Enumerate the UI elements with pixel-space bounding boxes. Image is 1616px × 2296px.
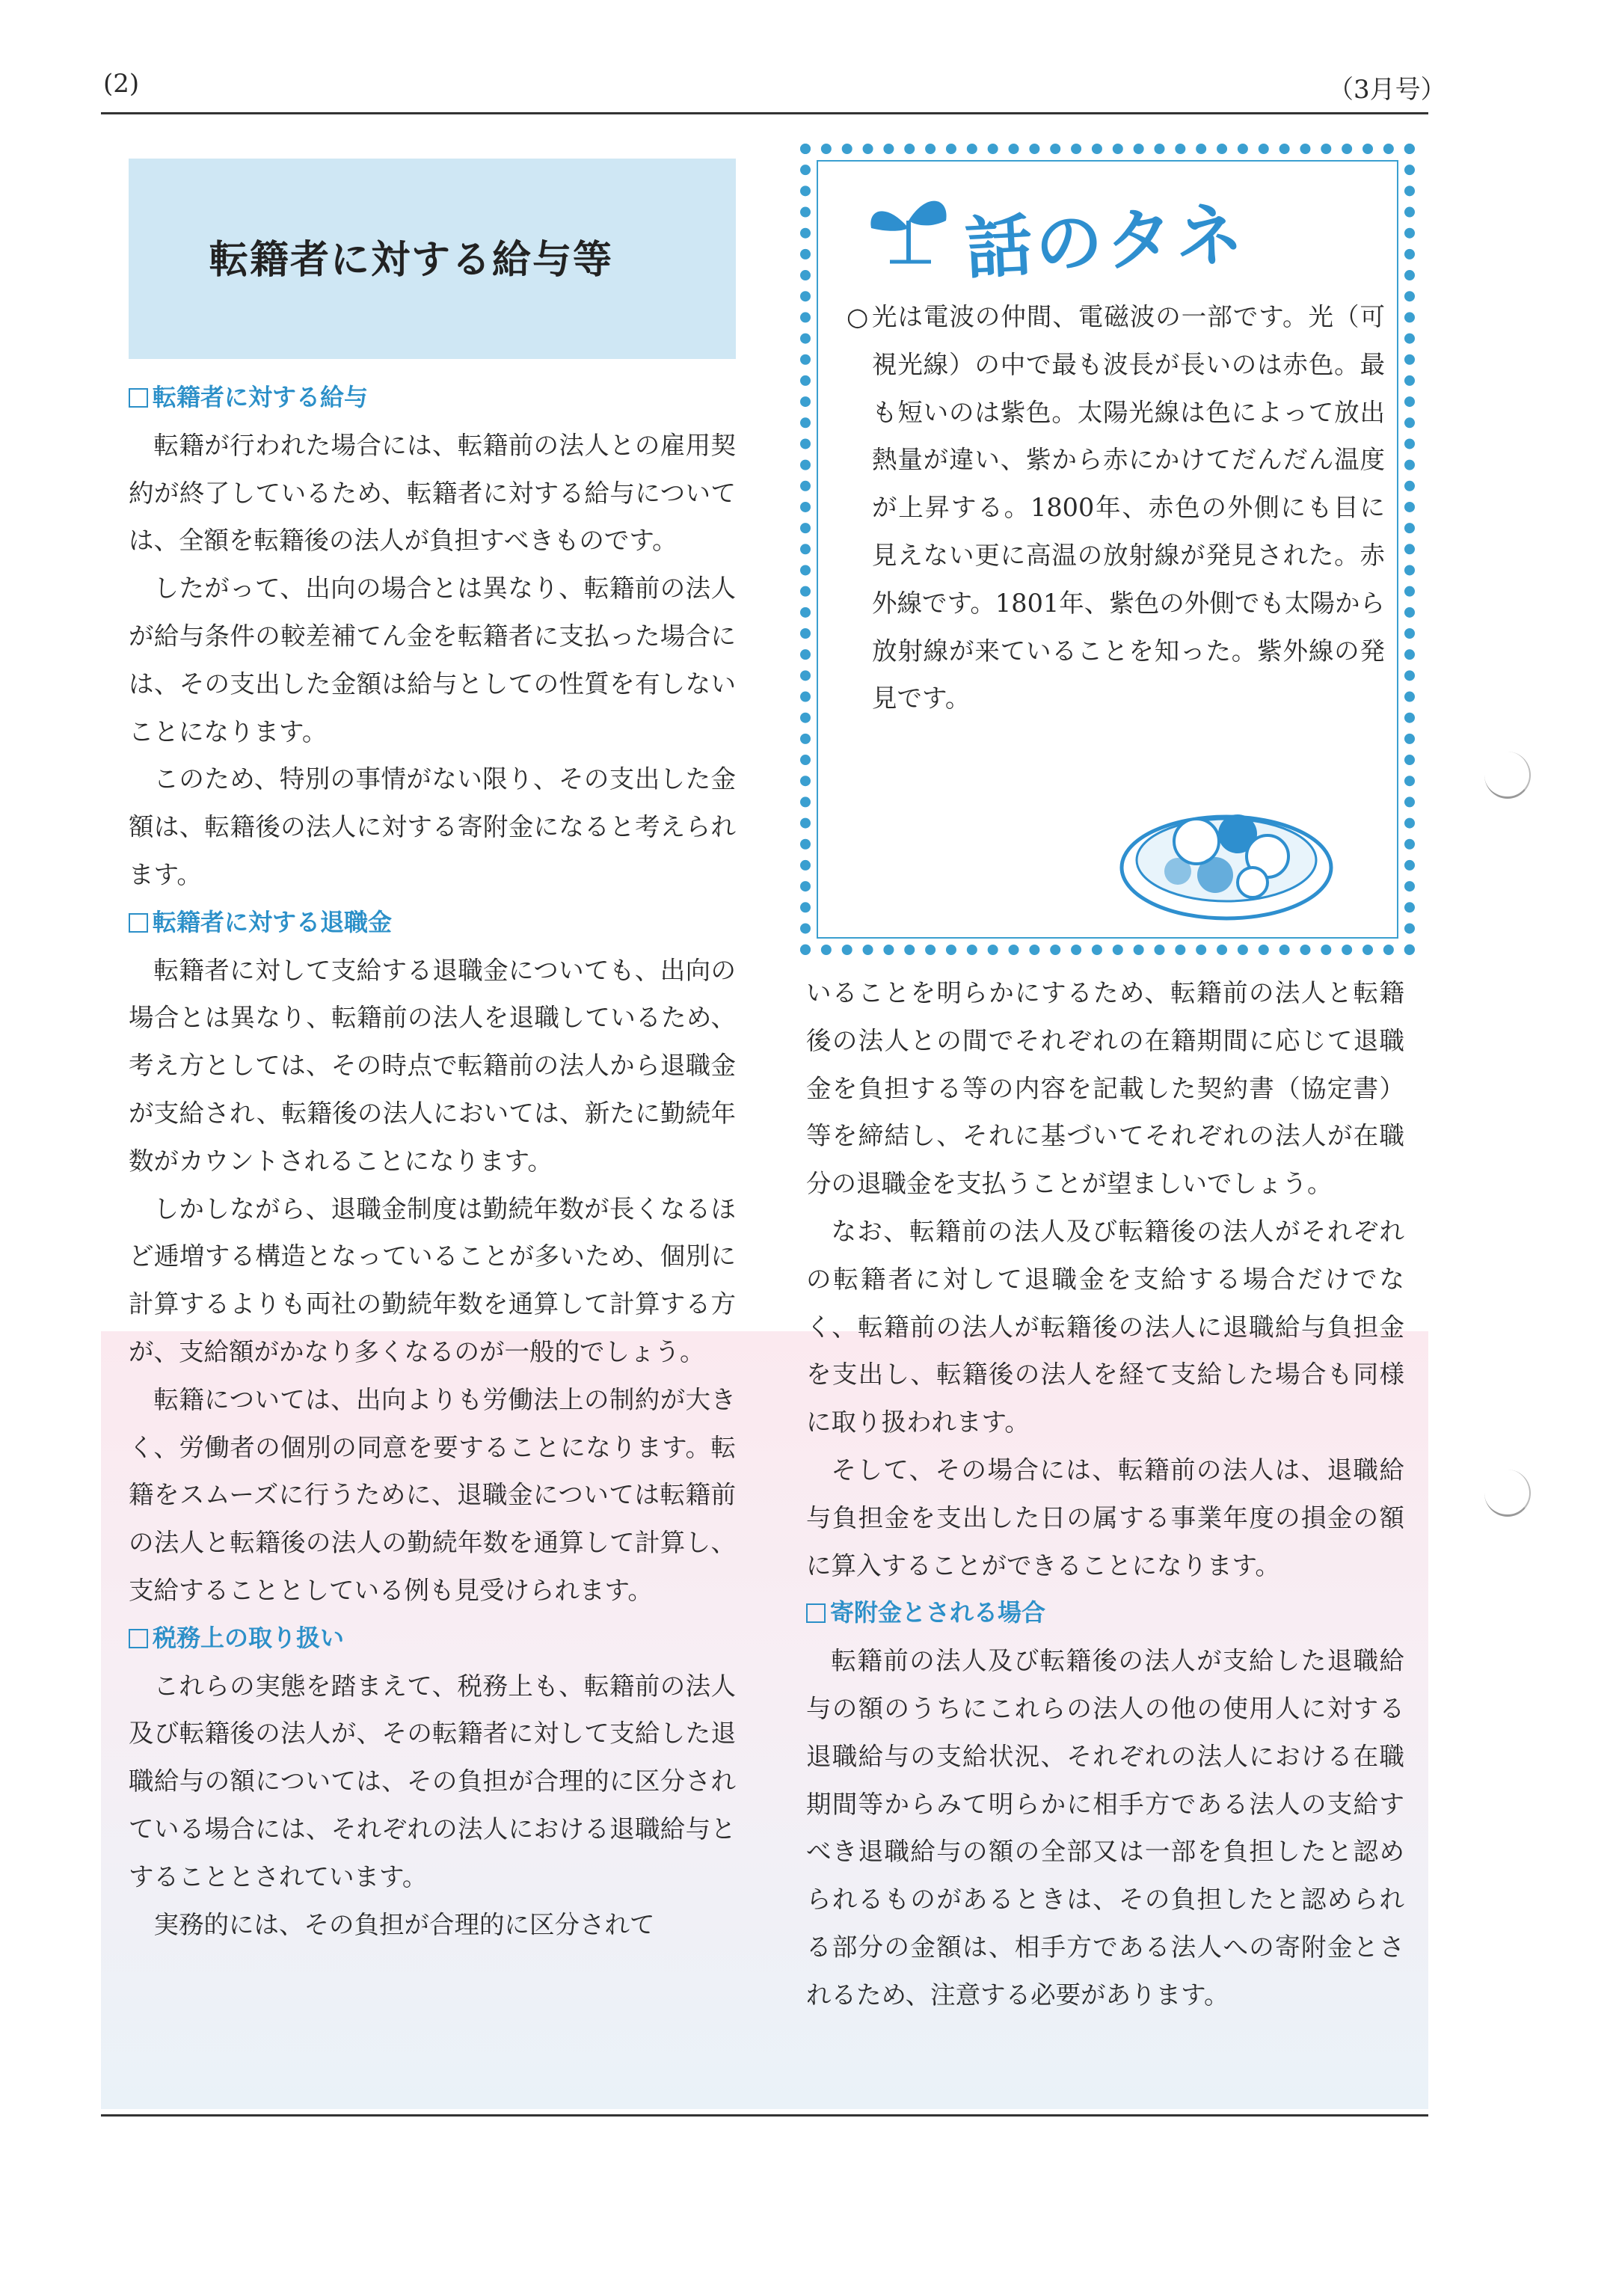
tip-text	[847, 293, 1385, 722]
paragraph: なお、転籍前の法人及び転籍後の法人がそれぞれの転籍者に対して退職金を支給する場合だけでなく、転籍前の法人が転籍後の法人に退職給与負担金を支出し、転籍後の法人を経て支給した場合も同様に取り扱われます。	[806, 1216, 1404, 1437]
tip-logo: 話のタネ	[962, 195, 1248, 289]
section-heading: 税務上の取り扱い	[129, 1615, 736, 1663]
square-bullet-icon	[129, 1629, 148, 1648]
fruit-plate-illustration	[1114, 770, 1339, 927]
paragraph: 転籍前の法人及び転籍後の法人が支給した退職給与の額のうちにこれらの法人の他の使用人に対する退職給与の支給状況、それぞれの法人における在職期間等からみて明らかに相手方である法人の支給すべき退職給与の額の全部又は一部を負担したと認められるものがあるときは、その負担したと認められる部分の金額は、相手方である法人への寄附金とされるため、注意する必要があります。	[806, 1646, 1404, 2010]
paragraph: 転籍が行われた場合には、転籍前の法人との雇用契約が終了しているため、転籍者に対する給与については、全額を転籍後の法人が負担すべきものです。	[129, 430, 736, 556]
article-title: 転籍者に対する給与等	[209, 238, 614, 283]
header-rule	[101, 112, 1428, 114]
tip-bullet: ○	[847, 302, 869, 331]
paragraph: そして、その場合には、転籍前の法人は、退職給与負担金を支出した日の属する事業年度の損金の額に算入することができることになります。	[806, 1455, 1404, 1580]
paragraph: したがって、出向の場合とは異なり、転籍前の法人が給与条件の較差補てん金を転籍者に支払った場合には、その支出した金額は給与としての性質を有しないことになります。	[129, 574, 736, 746]
paragraph: 実務的には、その負担が合理的に区分されて	[153, 1909, 655, 1939]
section-heading: 寄附金とされる場合	[806, 1589, 1404, 1637]
tip-body: 光は電波の仲間、電磁波の一部です。光（可視光線）の中で最も波長が長いのは赤色。最も短いのは紫色。太陽光線は色によって放出熱量が違い、紫から赤にかけてだんだん温度が上昇する。1800年、赤色の外側にも目に見えない更に高温の放射線が発見された。赤外線です。1801年、紫色の外側でも太陽から放射線が来ていることを知った。紫外線の発見です。	[872, 302, 1385, 713]
paragraph: 転籍については、出向よりも労働法上の制約が大きく、労働者の個別の同意を要することになります。転籍をスムーズに行うために、退職金については転籍前の法人と転籍後の法人の勤続年数を通算して計算し、支給することとしている例も見受けられます。	[129, 1384, 736, 1605]
sprout-icon	[860, 187, 957, 269]
punch-hole	[1484, 1470, 1531, 1517]
paragraph: このため、特別の事情がない限り、その支出した金額は、転籍後の法人に対する寄附金になると考えられます。	[129, 764, 736, 889]
left-column	[129, 374, 736, 1948]
section-heading: 転籍者に対する給与	[129, 374, 736, 422]
section-heading: 転籍者に対する退職金	[129, 899, 736, 947]
punch-hole	[1484, 752, 1531, 799]
square-bullet-icon	[129, 913, 148, 933]
footer-rule	[101, 2114, 1428, 2117]
square-bullet-icon	[806, 1603, 826, 1623]
paragraph: しかしながら、退職金制度は勤続年数が長くなるほど逓増する構造となっていることが多いため、個別に計算するよりも両社の勤続年数を通算して計算する方が、支給額がかなり多くなるのが一般的でしょう。	[129, 1194, 736, 1366]
paragraph: いることを明らかにするため、転籍前の法人と転籍後の法人との間でそれぞれの在籍期間に応じて退職金を負担する等の内容を記載した契約書（協定書）等を締結し、それに基づいてそれぞれの法人が在職分の退職金を支払うことが望ましいでしょう。	[806, 978, 1404, 1199]
right-column	[806, 969, 1404, 2019]
issue-label: （3月号）	[1328, 75, 1446, 105]
paragraph: これらの実態を踏まえて、税務上も、転籍前の法人及び転籍後の法人が、その転籍者に対して支給した退職給与の額については、その負担が合理的に区分されている場合には、それぞれの法人における退職給与とすることとされています。	[129, 1671, 736, 1891]
page-number: (2)	[103, 69, 140, 99]
square-bullet-icon	[129, 388, 148, 408]
paragraph: 転籍者に対して支給する退職金についても、出向の場合とは異なり、転籍前の法人を退職しているため、考え方としては、その時点で転籍前の法人から退職金が支給され、転籍後の法人においては、新たに勤続年数がカウントされることになります。	[129, 955, 736, 1176]
